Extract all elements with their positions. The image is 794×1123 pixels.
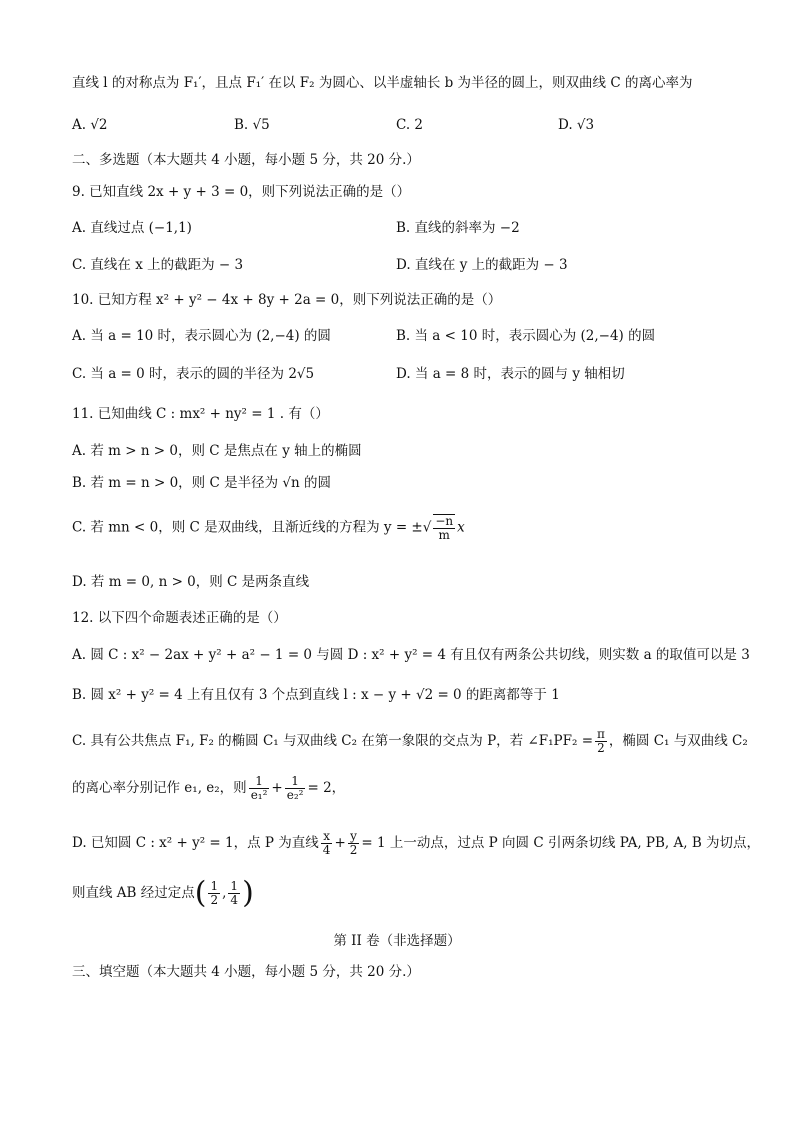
- q8-option-c: C. 2: [396, 117, 424, 133]
- q12-angle-den: 2: [597, 741, 605, 755]
- q11-option-a: A. 若 m > n > 0，则 C 是焦点在 y 轴上的椭圆: [72, 443, 362, 459]
- q10-option-d: D. 当 a = 8 时，表示的圆与 y 轴相切: [396, 366, 625, 382]
- q12-c-line1-post: ，椭圆 C₁ 与双曲线 C₂: [608, 733, 748, 749]
- q10-option-a: A. 当 a = 10 时，表示圆心为 (2,−4) 的圆: [72, 328, 331, 344]
- q12-d-line2-pre: 则直线 AB 经过定点: [72, 885, 195, 901]
- part-2-title: 第 II 卷（非选择题）: [333, 933, 461, 949]
- q10-option-c: C. 当 a = 0 时，表示的圆的半径为 2√5: [72, 366, 315, 382]
- q12-d-line1-pre: D. 已知圆 C : x² + y² = 1，点 P 为直线: [72, 835, 319, 851]
- q12-e2-fraction: [285, 775, 306, 802]
- q9-option-d: D. 直线在 y 上的截距为 − 3: [396, 257, 568, 273]
- q12-y2-den: 2: [349, 843, 358, 857]
- q12-e2-den: e₂²: [286, 788, 304, 802]
- q12-y2-fraction: [348, 830, 360, 857]
- q12-e2-num: 1: [285, 775, 306, 789]
- q11-stem: 11. 已知曲线 C : mx² + ny² = 1 . 有（）: [72, 406, 329, 422]
- q8-option-d: D. √3: [558, 117, 595, 133]
- q12-point-comma: ,: [222, 885, 227, 901]
- q12-c-line1-pre: C. 具有公共焦点 F₁, F₂ 的椭圆 C₁ 与双曲线 C₂ 在第一象限的交点为 P，若 ∠F₁PF₂ =: [72, 733, 594, 749]
- q12-y2-num: y: [348, 830, 360, 844]
- q9-option-a: A. 直线过点 (−1,1): [72, 220, 192, 236]
- q11-fraction-numerator: −n: [435, 514, 454, 528]
- q11-option-c-x: x: [457, 519, 465, 536]
- q12-e1-den: e₁²: [250, 788, 268, 802]
- q12-option-d-line2: [72, 875, 254, 911]
- q11-option-c: [72, 514, 465, 542]
- q11-option-c-text: C. 若 mn < 0，则 C 是双曲线，且渐近线的方程为 y = ±√: [72, 519, 432, 536]
- q12-c-line2-pre: 的离心率分别记作 e₁, e₂，则: [72, 780, 247, 796]
- q12-option-b: B. 圆 x² + y² = 4 上有且仅有 3 个点到直线 l : x − y + √2 = 0 的距离都等于 1: [72, 687, 560, 703]
- q12-e1-num: 1: [249, 775, 270, 789]
- q12-angle-fraction: [595, 728, 607, 755]
- q12-d-plus: +: [334, 835, 346, 851]
- q9-stem: 9. 已知直线 2x + y + 3 = 0，则下列说法正确的是（）: [72, 184, 411, 200]
- q10-option-b: B. 当 a < 10 时，表示圆心为 (2,−4) 的圆: [396, 328, 656, 344]
- q12-point-y-den: 4: [230, 893, 239, 907]
- q12-option-a: A. 圆 C : x² − 2ax + y² + a² − 1 = 0 与圆 D : x² + y² = 4 有且仅有两条公共切线，则实数 a 的取值可以是 3: [72, 647, 750, 663]
- q12-left-paren: (: [194, 875, 207, 911]
- q12-c-line2-post: = 2，: [307, 780, 346, 796]
- q11-fraction-denominator: m: [438, 528, 450, 542]
- q9-option-c: C. 直线在 x 上的截距为 − 3: [72, 257, 244, 273]
- q12-x4-num: x: [321, 830, 333, 844]
- q12-stem: 12. 以下四个命题表述正确的是（）: [72, 610, 287, 626]
- q12-option-c-line2: [72, 775, 345, 802]
- q9-option-b: B. 直线的斜率为 −2: [396, 220, 520, 236]
- q10-stem: 10. 已知方程 x² + y² − 4x + 8y + 2a = 0，则下列说法正确的是（）: [72, 292, 502, 308]
- q12-right-paren: ): [242, 875, 254, 911]
- q12-point-x-num: 1: [210, 879, 219, 893]
- q12-option-c-line1: [72, 728, 748, 755]
- section-2-title: 二、多选题（本大题共 4 小题，每小题 5 分，共 20 分.）: [72, 152, 420, 168]
- q8-option-b: B. √5: [234, 117, 270, 133]
- q11-option-b: B. 若 m = n > 0，则 C 是半径为 √n 的圆: [72, 475, 331, 491]
- q11-asymptote-fraction: [433, 514, 455, 542]
- q12-x4-den: 4: [322, 843, 331, 857]
- section-3-title: 三、填空题（本大题共 4 小题，每小题 5 分，共 20 分.）: [72, 964, 420, 980]
- q11-option-d: D. 若 m = 0, n > 0，则 C 是两条直线: [72, 574, 310, 590]
- question-8-stem-continuation: 直线 l 的对称点为 F₁′，且点 F₁′ 在以 F₂ 为圆心、以半虚轴长 b 为半径的圆上，则双曲线 C 的离心率为: [72, 75, 693, 91]
- q8-option-a: A. √2: [72, 117, 108, 133]
- q12-point-x-den: 2: [210, 893, 219, 907]
- q12-point-y-fraction: [228, 880, 240, 907]
- q12-angle-num: π: [597, 727, 605, 741]
- q12-point-x-fraction: [208, 880, 220, 907]
- q12-option-d-line1: [72, 830, 760, 857]
- q12-x4-fraction: [321, 830, 333, 857]
- q12-d-line1-post: = 1 上一动点，过点 P 向圆 C 引两条切线 PA, PB, A, B 为切点，: [361, 835, 761, 851]
- q12-e1-fraction: [249, 775, 270, 802]
- q12-point-y-num: 1: [230, 879, 239, 893]
- q12-plus: +: [271, 780, 283, 796]
